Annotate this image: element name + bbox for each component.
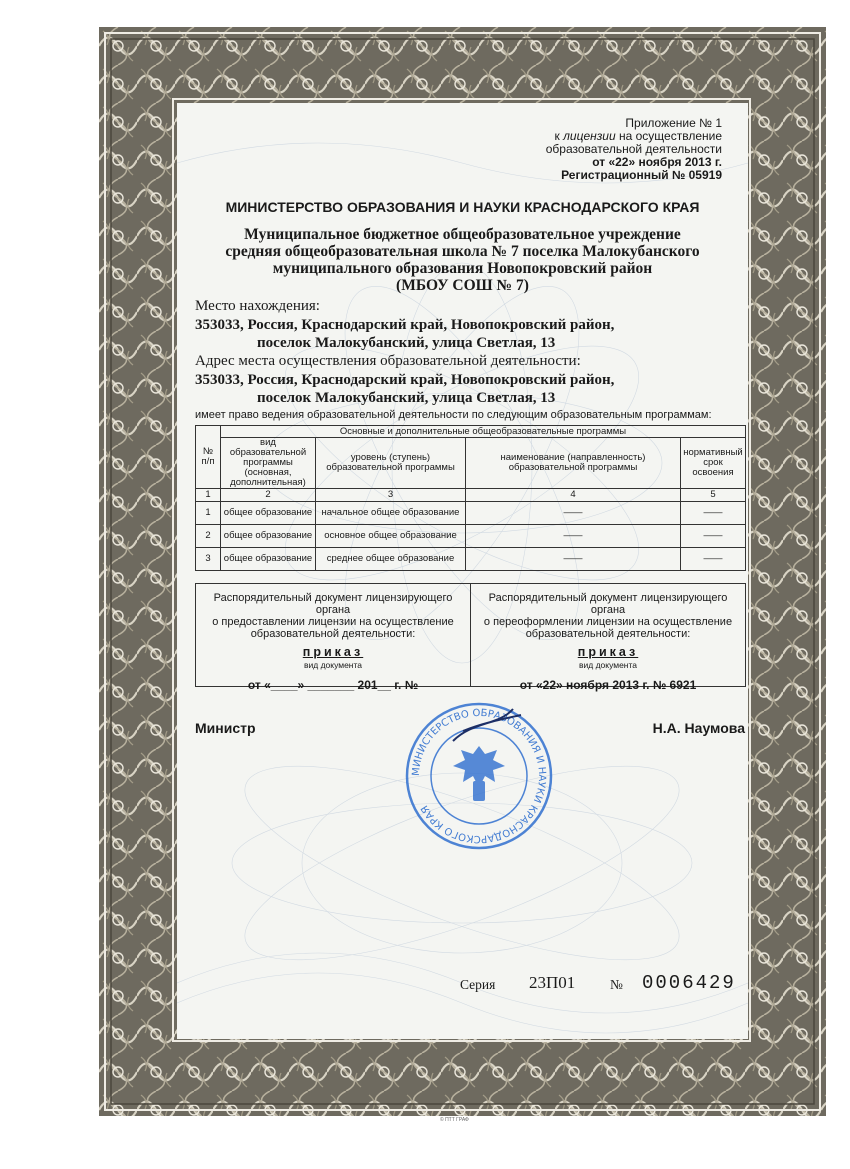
table-row [196,525,746,548]
location-line-2: поселок Малокубанский, улица Светлая, 13 [257,335,556,351]
doc-type-caption: вид документа [578,660,638,670]
row-num: 1 [196,502,221,525]
programs-table [195,425,746,571]
location-label: Место нахождения: [195,298,320,314]
organization-name: Муниципальное бюджетное общеобразовательное учреждение средняя общеобразовательная школа № 7 поселка Малокубанского муниципального образования Новопокровский район (МБОУ СОШ № 7) [225,226,700,294]
row-num: 2 [196,525,221,548]
annex-title: Приложение № 1 [625,116,722,130]
number-label: № [610,977,623,992]
column-index-row [196,489,746,502]
row-name: —— [466,502,681,525]
row-kind: общее образование [221,525,316,548]
printer-mark: © ПТТ ГРАФ [440,1117,469,1123]
table-row [196,502,746,525]
row-term: —— [681,525,746,548]
order-document-reissue: Распорядительный документ лицензирующего органа о переоформлении лицензии на осуществление образовательной деятельности: приказ вид документа от «22» ноября 2013 г. № 6921 [471,584,745,686]
stamp-text: МИНИСТЕРСТВО ОБРАЗОВАНИЯ И НАУКИ КРАСНОДАРСКОГО КРАЯ [410,707,548,845]
series-label: Серия [460,977,496,992]
annex-date: от «22» ноября 2013 г. [592,155,722,169]
doc-type: приказ [577,645,639,659]
row-level: начальное общее образование [316,502,466,525]
annex-block [457,117,722,182]
signatory-role: Министр [195,720,256,736]
column-index: 2 [221,489,316,502]
order-document-issue: Распорядительный документ лицензирующего органа о предоставлении лицензии на осуществление образовательной деятельности: приказ вид документа от «____» _______ 201__ г. № [196,584,471,686]
license-sheet [99,27,826,1116]
ministry-title: МИНИСТЕРСТВО ОБРАЗОВАНИЯ И НАУКИ КРАСНОДАРСКОГО КРАЯ [225,199,700,215]
annex-license-line: к лицензии на осуществление [554,129,722,143]
form-number: 0006429 [642,972,736,994]
col-level-header: уровень (ступень) образовательной программы [316,438,466,489]
col-term-header: нормативный срок освоения [681,438,746,489]
signatory-name: Н.А. Наумова [652,720,745,736]
row-name: —— [466,548,681,571]
doc-type: приказ [302,645,364,659]
column-index: 1 [196,489,221,502]
activity-address-line-1: 353033, Россия, Краснодарский край, Новопокровский район, [195,372,615,388]
col-name-header: наименование (направленность) образовательной программы [466,438,681,489]
rights-text: имеет право ведения образовательной деятельности по следующим образовательным программам: [195,409,712,421]
col-kind-header: вид образовательной программы (основная, дополнительная) [221,438,316,489]
doc-date-line: от «____» _______ 201__ г. № [247,678,419,692]
activity-address-line-2: поселок Малокубанский, улица Светлая, 13 [257,390,556,406]
activity-address-label: Адрес места осуществления образовательной деятельности: [195,353,581,369]
annex-registration: Регистрационный № 05919 [561,168,722,182]
row-term: —— [681,548,746,571]
row-level: среднее общее образование [316,548,466,571]
row-kind: общее образование [221,548,316,571]
annex-activity-line: образовательной деятельности [545,142,722,156]
programs-group-header: Основные и дополнительные общеобразовательные программы [221,426,746,438]
series-value: 23П01 [529,973,576,992]
column-index: 4 [466,489,681,502]
row-term: —— [681,502,746,525]
row-num: 3 [196,548,221,571]
table-row [196,548,746,571]
col-num-header: № п/п [196,426,221,489]
doc-date-line: от «22» ноября 2013 г. № 6921 [519,678,697,692]
order-documents-box [195,583,746,692]
column-index: 3 [316,489,466,502]
document-field [177,103,748,1039]
row-name: —— [466,525,681,548]
coat-of-arms-icon [453,746,505,801]
doc-type-caption: вид документа [303,660,363,670]
column-index: 5 [681,489,746,502]
location-line-1: 353033, Россия, Краснодарский край, Новопокровский район, [195,317,615,333]
row-kind: общее образование [221,502,316,525]
official-stamp [403,701,555,851]
row-level: основное общее образование [316,525,466,548]
